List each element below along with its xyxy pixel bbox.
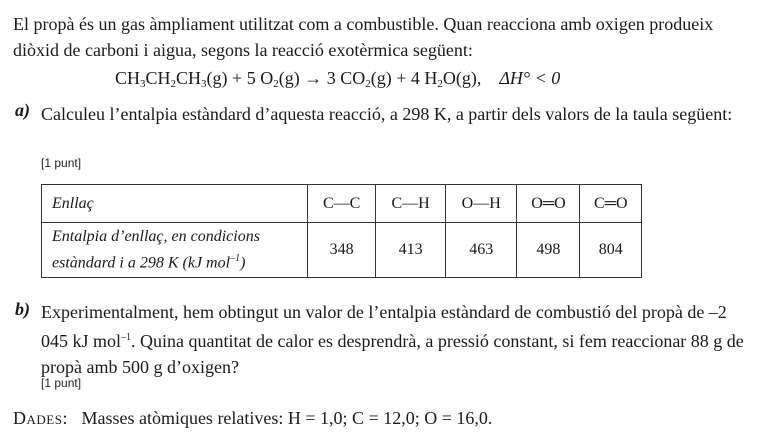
dades-text: Masses atòmiques relatives: H = 1,0; C = 12,0; O = 16,0. — [81, 408, 493, 428]
reaction-arrow: → — [304, 68, 323, 88]
bond-ch: C—H — [376, 185, 446, 223]
enthalpy-condition: ΔH° < 0 — [499, 68, 561, 88]
table-header-label: Enllaç — [42, 185, 308, 223]
intro-paragraph: El propà és un gas àmpliament utilitzat com a combustible. Quan reacciona amb oxigen produeix diòxid de carboni i aigua, segons la reacció exotèrmica següent: — [13, 14, 714, 60]
value-oo: 498 — [517, 223, 580, 278]
dades-label: Dades: — [13, 408, 68, 428]
bond-co: C═O — [580, 185, 642, 223]
value-cc: 348 — [308, 223, 376, 278]
part-b-text: Experimentalment, hem obtingut un valor de l’entalpia estàndard de combustió del propà de –2 045 kJ mol$^{-1}$. Quina quantitat de calor es desprendrà, a pressió constant, si fem reaccionar 88 g de propà amb 500 g d’oxigen? — [41, 302, 744, 377]
table-header-row — [42, 185, 642, 223]
reaction-equation: $CH_3CH_2CH_3(g) + 5$ $O_2(g) \to 3$ $CO_2(g) + 4$ $H_2O(g)$, ΔH° < 0 — [115, 68, 561, 90]
table-row-label: Entalpia d’enllaç, en condicions estàndard i a 298 K (kJ mol$^{-1}$) — [42, 223, 308, 278]
part-a-label: a) — [15, 100, 30, 120]
value-oh: 463 — [446, 223, 517, 278]
part-a-points: [1 punt] — [41, 156, 82, 170]
bond-oh: O—H — [446, 185, 517, 223]
table-values-row — [42, 223, 642, 278]
part-a-text: Calculeu l’entalpia estàndard d’aquesta reacció, a 298 K, a partir dels valors de la taula següent: — [41, 104, 733, 124]
dades-line — [13, 408, 492, 429]
bond-oo: O═O — [517, 185, 580, 223]
bond-enthalpy-table — [41, 184, 642, 278]
bond-cc: C—C — [308, 185, 376, 223]
part-b-label: b) — [15, 299, 30, 319]
part-b-points: [1 punt] — [41, 376, 82, 390]
value-ch: 413 — [376, 223, 446, 278]
value-co: 804 — [580, 223, 642, 278]
